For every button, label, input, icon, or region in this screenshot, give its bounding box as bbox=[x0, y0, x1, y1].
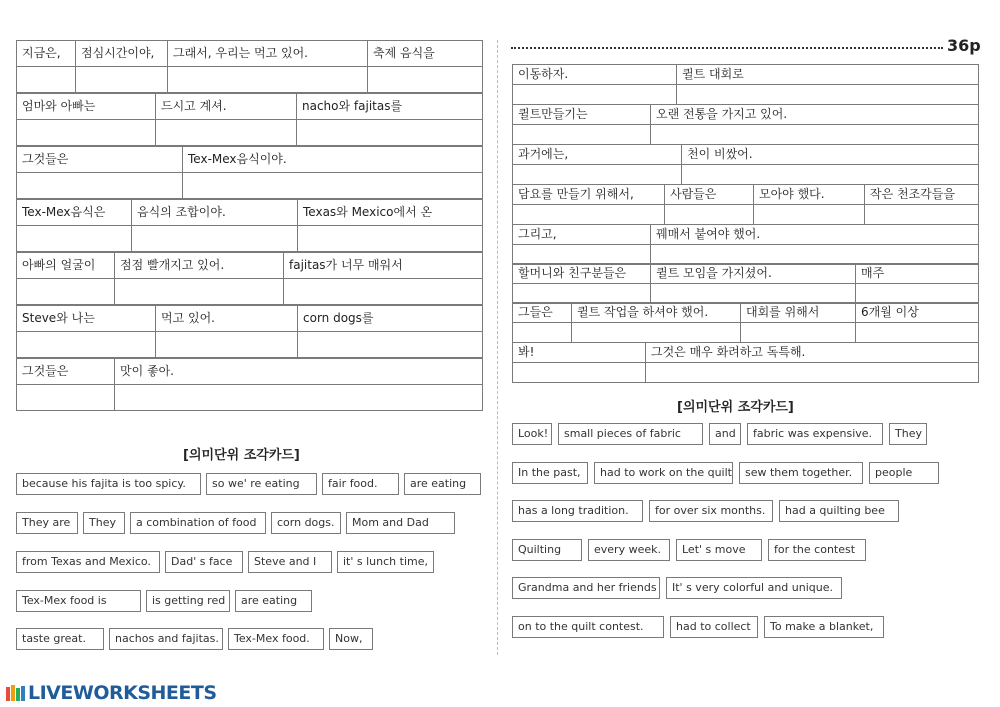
right-row-answer-blank[interactable] bbox=[740, 322, 856, 343]
left-row-label: 점점 빨개지고 있어. bbox=[120, 258, 225, 272]
right-row-label: 그것은 매우 화려하고 독특해. bbox=[651, 345, 806, 359]
left-phrase-card[interactable]: a combination of food bbox=[130, 512, 266, 534]
left-row-label: 드시고 계셔. bbox=[161, 99, 227, 113]
right-row-answer-blank[interactable] bbox=[650, 124, 979, 145]
left-phrase-card[interactable]: They bbox=[83, 512, 125, 534]
right-row-answer-blank[interactable] bbox=[571, 322, 741, 343]
left-phrase-card[interactable]: because his fajita is too spicy. bbox=[16, 473, 201, 495]
right-phrase-card[interactable]: To make a blanket, bbox=[764, 616, 884, 638]
right-phrase-card[interactable]: has a long tradition. bbox=[512, 500, 643, 522]
right-row-answer-blank[interactable] bbox=[512, 84, 677, 105]
left-row-label: Tex-Mex음식은 bbox=[22, 205, 106, 219]
left-phrase-card[interactable]: corn dogs. bbox=[271, 512, 341, 534]
left-row-answer-blank[interactable] bbox=[182, 172, 483, 199]
right-row-answer-blank[interactable] bbox=[512, 204, 665, 225]
left-row-answer-blank[interactable] bbox=[367, 66, 483, 93]
left-phrase-card[interactable]: are eating bbox=[235, 590, 312, 612]
right-row-answer-blank[interactable] bbox=[512, 124, 651, 145]
left-phrase-card[interactable]: so we' re eating bbox=[206, 473, 317, 495]
right-row-answer-blank[interactable] bbox=[512, 283, 651, 304]
right-phrase-card[interactable]: fabric was expensive. bbox=[747, 423, 883, 445]
right-phrase-card[interactable]: In the past, bbox=[512, 462, 588, 484]
left-row-answer-blank[interactable] bbox=[16, 278, 115, 305]
left-row-label: 먹고 있어. bbox=[161, 311, 215, 325]
right-phrase-card[interactable]: on to the quilt contest. bbox=[512, 616, 664, 638]
right-row-label: 퀼트만들기는 bbox=[518, 107, 588, 121]
right-row-label: 이동하자. bbox=[518, 67, 569, 81]
right-row-label: 6개월 이상 bbox=[861, 305, 919, 319]
left-row-label: 축제 음식을 bbox=[373, 46, 435, 60]
right-row-answer-blank[interactable] bbox=[645, 362, 979, 383]
right-row-label: 봐! bbox=[518, 345, 535, 359]
right-phrase-card[interactable]: Grandma and her friends bbox=[512, 577, 660, 599]
right-row-answer-blank[interactable] bbox=[512, 322, 572, 343]
header-dotted-line bbox=[511, 47, 943, 49]
right-row-label: 사람들은 bbox=[670, 187, 717, 201]
right-row-label: 담요를 만들기 위해서, bbox=[518, 187, 634, 201]
right-row-label: 대회를 위해서 bbox=[746, 305, 820, 319]
right-row-answer-blank[interactable] bbox=[512, 244, 651, 265]
right-row-answer-blank[interactable] bbox=[650, 283, 856, 304]
left-row-answer-blank[interactable] bbox=[114, 384, 483, 411]
right-row-answer-blank[interactable] bbox=[650, 244, 979, 265]
right-row-answer-blank[interactable] bbox=[855, 322, 979, 343]
right-phrase-card[interactable]: and bbox=[709, 423, 741, 445]
right-row-label: 꿰매서 붙여야 했어. bbox=[656, 227, 761, 241]
left-row-answer-blank[interactable] bbox=[16, 66, 76, 93]
right-phrase-card[interactable]: Quilting bbox=[512, 539, 582, 561]
left-row-label: Tex-Mex음식이야. bbox=[188, 152, 287, 166]
left-row-label: 그래서, 우리는 먹고 있어. bbox=[173, 46, 308, 60]
left-row-answer-blank[interactable] bbox=[16, 331, 156, 358]
left-row-label: 엄마와 아빠는 bbox=[22, 99, 96, 113]
left-phrase-card[interactable]: They are bbox=[16, 512, 78, 534]
left-phrase-card[interactable]: Dad' s face bbox=[165, 551, 243, 573]
left-row-label: fajitas가 너무 매워서 bbox=[289, 258, 403, 272]
right-phrase-card[interactable]: Look! bbox=[512, 423, 552, 445]
left-phrase-card[interactable]: Mom and Dad bbox=[346, 512, 455, 534]
left-row-answer-blank[interactable] bbox=[75, 66, 168, 93]
left-row-label: 그것들은 bbox=[22, 364, 69, 378]
right-row-label: 과거에는, bbox=[518, 147, 569, 161]
right-row-label: 모아야 했다. bbox=[759, 187, 825, 201]
left-phrase-card[interactable]: are eating bbox=[404, 473, 481, 495]
left-phrase-card[interactable]: Tex-Mex food. bbox=[228, 628, 324, 650]
logo-icon bbox=[6, 684, 28, 702]
right-phrase-card[interactable]: for over six months. bbox=[649, 500, 773, 522]
liveworksheets-logo bbox=[6, 683, 217, 703]
right-row-label: 매주 bbox=[861, 266, 885, 280]
right-row-label: 그리고, bbox=[518, 227, 557, 241]
left-phrase-card[interactable]: Now, bbox=[329, 628, 373, 650]
left-phrase-card[interactable]: nachos and fajitas. bbox=[109, 628, 223, 650]
left-phrase-card[interactable]: it' s lunch time, bbox=[337, 551, 434, 573]
left-phrase-card[interactable]: Tex-Mex food is bbox=[16, 590, 141, 612]
left-phrase-card[interactable]: fair food. bbox=[322, 473, 399, 495]
right-phrase-card[interactable]: had to collect bbox=[670, 616, 758, 638]
right-row-label: 할머니와 친구분들은 bbox=[518, 266, 627, 280]
right-row-label: 오랜 전통을 가지고 있어. bbox=[656, 107, 788, 121]
left-row-answer-blank[interactable] bbox=[131, 225, 298, 252]
page-number: 36p bbox=[947, 36, 981, 55]
right-phrase-card[interactable]: for the contest bbox=[768, 539, 866, 561]
left-phrase-card[interactable]: taste great. bbox=[16, 628, 104, 650]
left-row-answer-blank[interactable] bbox=[296, 119, 483, 146]
right-phrase-card[interactable]: Let' s move bbox=[676, 539, 762, 561]
right-phrase-card[interactable]: It' s very colorful and unique. bbox=[666, 577, 842, 599]
right-row-answer-blank[interactable] bbox=[664, 204, 754, 225]
left-row-label: 음식의 조합이야. bbox=[137, 205, 226, 219]
right-row-label: 퀼트 작업을 하셔야 했어. bbox=[577, 305, 709, 319]
left-row-label: 그것들은 bbox=[22, 152, 69, 166]
left-row-label: Texas와 Mexico에서 온 bbox=[303, 205, 433, 219]
left-row-label: nacho와 fajitas를 bbox=[302, 99, 403, 113]
right-phrase-card[interactable]: They bbox=[889, 423, 927, 445]
right-row-answer-blank[interactable] bbox=[864, 204, 979, 225]
right-phrase-card[interactable]: small pieces of fabric bbox=[558, 423, 703, 445]
right-cards-title: [의미단위 조각카드] bbox=[677, 400, 794, 415]
right-row-label: 그들은 bbox=[518, 305, 553, 319]
right-row-answer-blank[interactable] bbox=[753, 204, 865, 225]
left-row-answer-blank[interactable] bbox=[167, 66, 368, 93]
left-row-label: corn dogs를 bbox=[303, 311, 374, 325]
right-row-label: 천이 비쌌어. bbox=[687, 147, 753, 161]
left-row-label: Steve와 나는 bbox=[22, 311, 95, 325]
right-row-answer-blank[interactable] bbox=[676, 84, 979, 105]
right-phrase-card[interactable]: every week. bbox=[588, 539, 670, 561]
right-row-label: 퀼트 대회로 bbox=[682, 67, 744, 81]
left-row-answer-blank[interactable] bbox=[114, 278, 284, 305]
left-cards-title: [의미단위 조각카드] bbox=[183, 448, 300, 463]
left-row-answer-blank[interactable] bbox=[16, 172, 183, 199]
right-phrase-card[interactable]: had a quilting bee bbox=[779, 500, 899, 522]
left-phrase-card[interactable]: Steve and I bbox=[248, 551, 332, 573]
logo-text: LIVEWORKSHEETS bbox=[28, 682, 217, 704]
left-row-label: 맛이 좋아. bbox=[120, 364, 174, 378]
left-row-label: 점심시간이야, bbox=[81, 46, 155, 60]
left-row-answer-blank[interactable] bbox=[155, 119, 297, 146]
left-row-answer-blank[interactable] bbox=[16, 119, 156, 146]
left-row-answer-blank[interactable] bbox=[297, 225, 483, 252]
page-divider bbox=[497, 40, 498, 655]
left-row-answer-blank[interactable] bbox=[155, 331, 298, 358]
right-row-label: 작은 천조각들을 bbox=[870, 187, 955, 201]
right-row-answer-blank[interactable] bbox=[681, 164, 979, 185]
right-row-answer-blank[interactable] bbox=[512, 164, 682, 185]
right-row-answer-blank[interactable] bbox=[512, 362, 646, 383]
left-row-answer-blank[interactable] bbox=[283, 278, 483, 305]
left-row-answer-blank[interactable] bbox=[297, 331, 483, 358]
right-row-answer-blank[interactable] bbox=[855, 283, 979, 304]
right-phrase-card[interactable]: sew them together. bbox=[739, 462, 863, 484]
left-phrase-card[interactable]: from Texas and Mexico. bbox=[16, 551, 160, 573]
left-row-answer-blank[interactable] bbox=[16, 384, 115, 411]
left-row-label: 지금은, bbox=[22, 46, 61, 60]
left-phrase-card[interactable]: is getting red bbox=[146, 590, 230, 612]
right-row-label: 퀼트 모임을 가지셨어. bbox=[656, 266, 772, 280]
left-row-label: 아빠의 얼굴이 bbox=[22, 258, 96, 272]
left-row-answer-blank[interactable] bbox=[16, 225, 132, 252]
right-phrase-card[interactable]: had to work on the quilt bbox=[594, 462, 733, 484]
right-phrase-card[interactable]: people bbox=[869, 462, 939, 484]
